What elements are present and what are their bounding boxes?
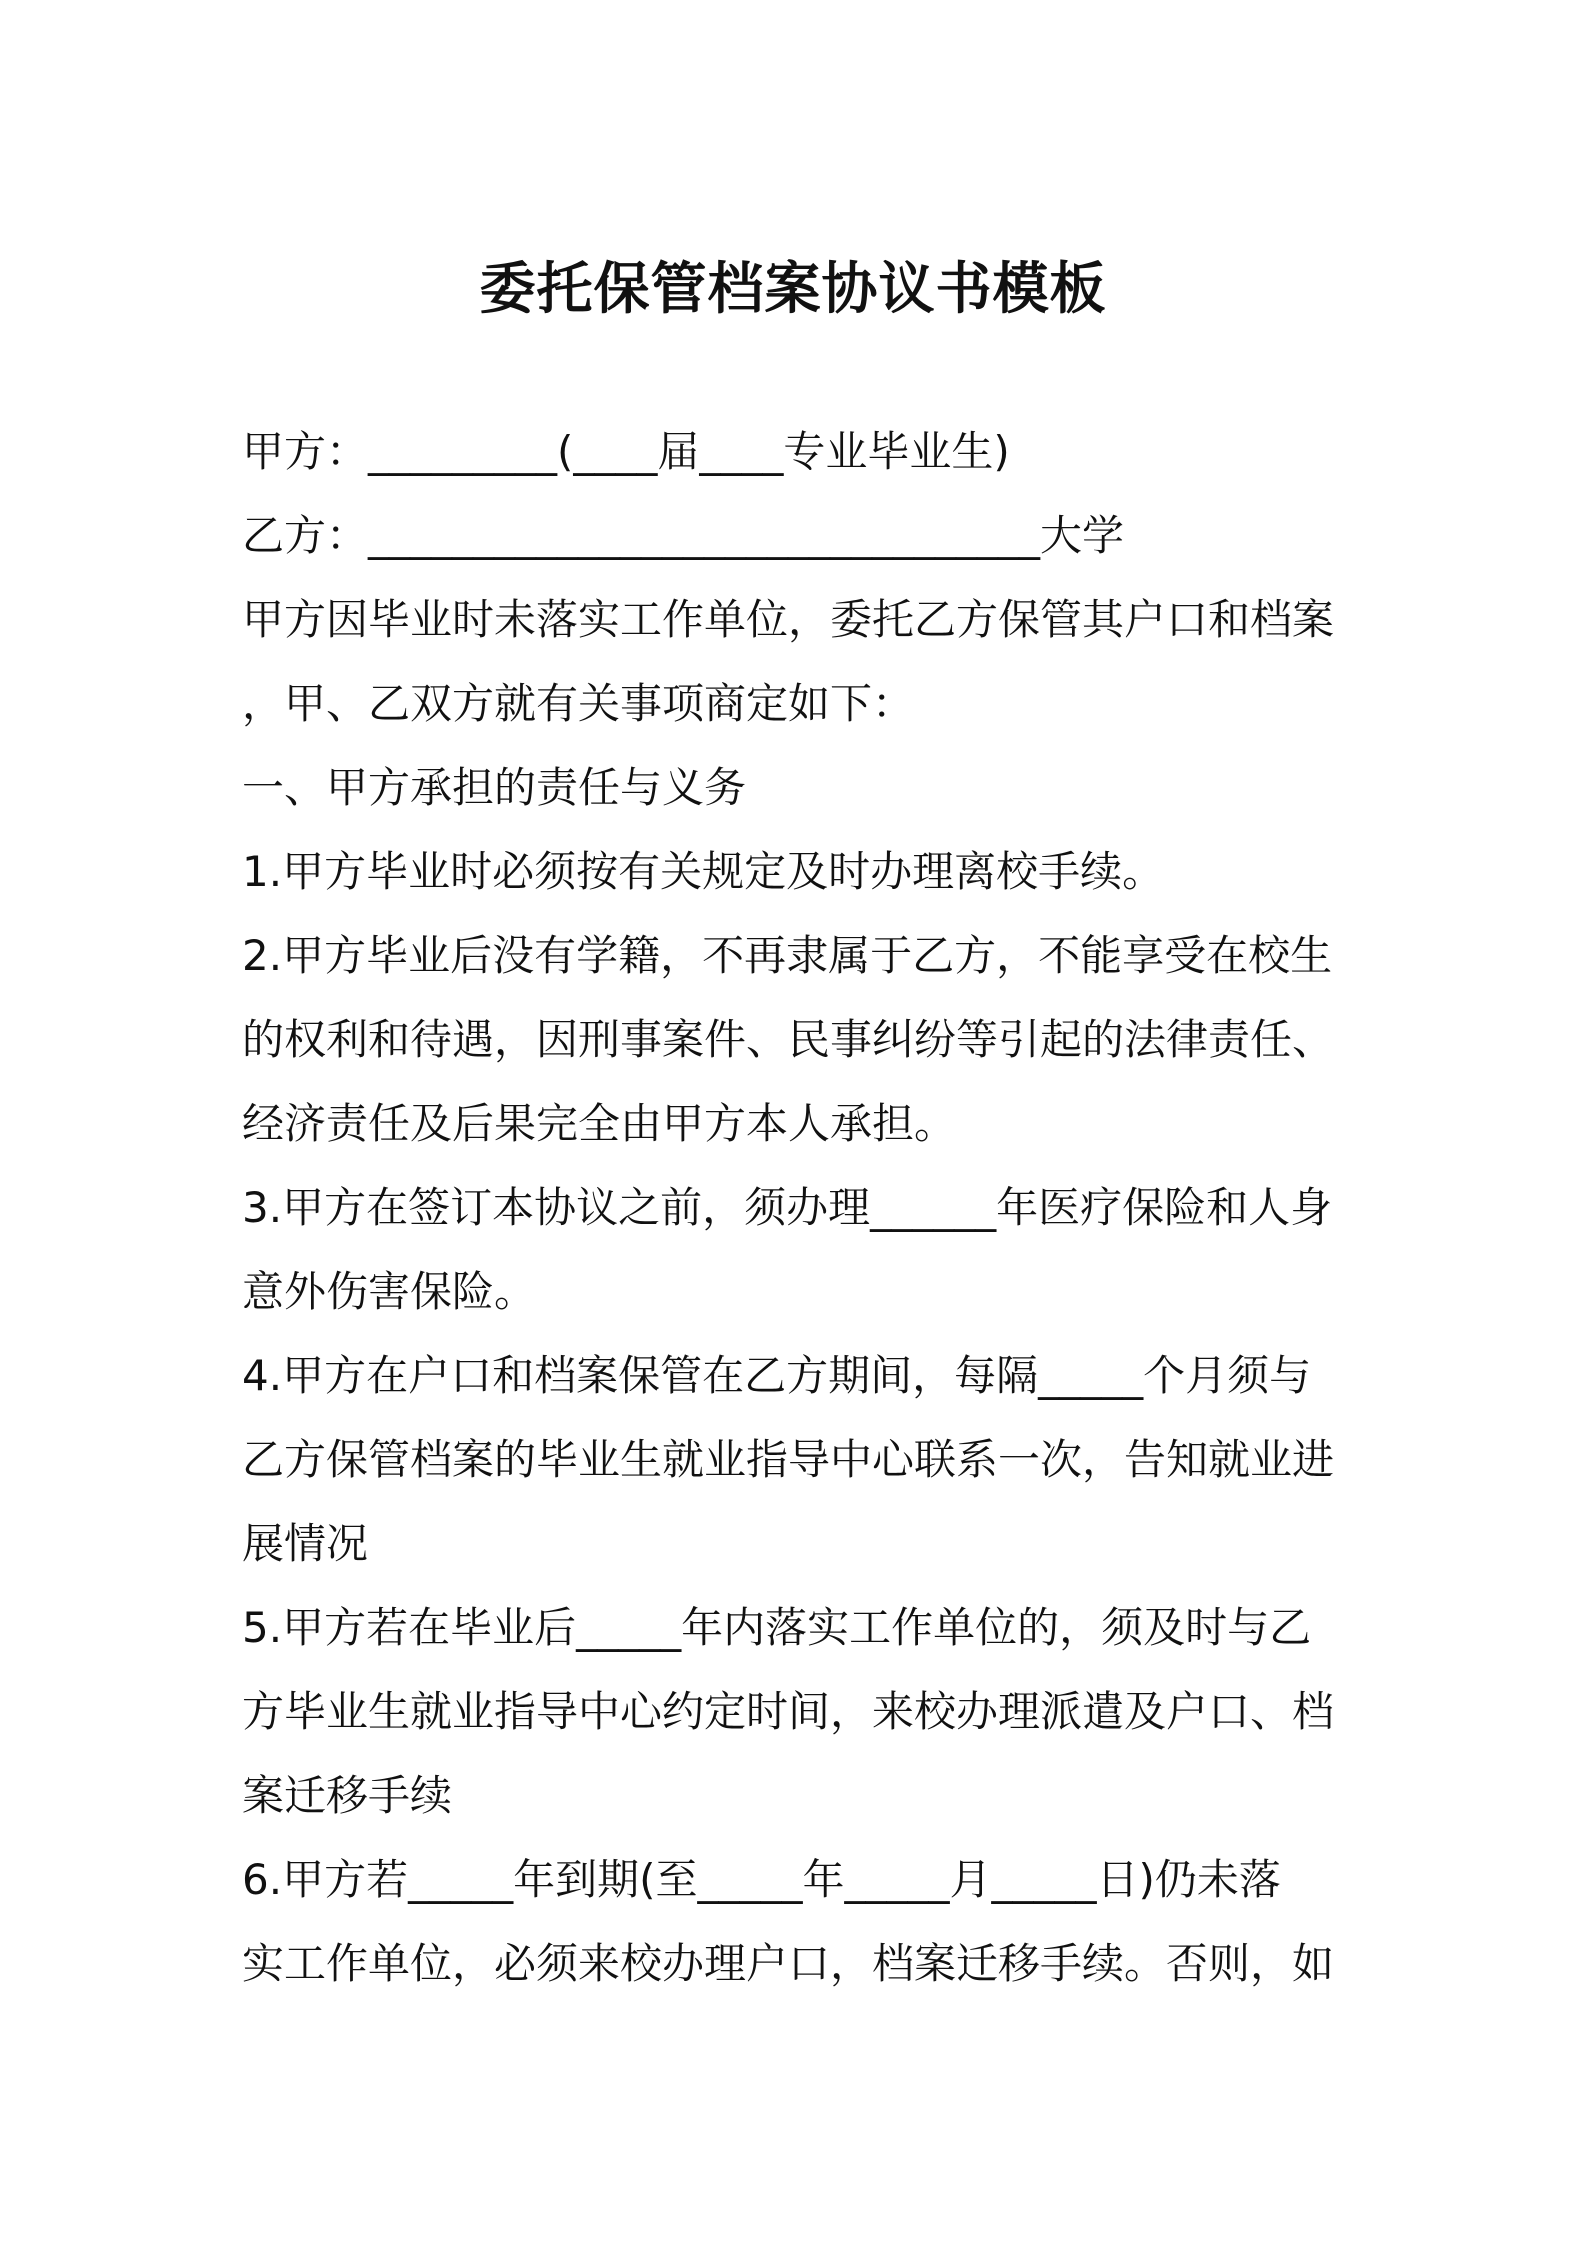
section-heading: 一、甲方承担的责任与义务 [242,763,747,812]
clause-6-line-1: 6.甲方若_____年到期(至_____年_____月_____日)仍未落 [242,1855,1281,1904]
clause-3-line-2: 意外伤害保险。 [242,1267,537,1316]
clause-6-line-2: 实工作单位，必须来校办理户口，档案迁移手续。否则，如 [242,1939,1335,1988]
party-a-line: 甲方：_________(____届____专业毕业生) [242,427,1010,476]
clause-2-line-1: 2.甲方毕业后没有学籍，不再隶属于乙方，不能享受在校生 [242,931,1333,980]
intro-line-2: ，甲、乙双方就有关事项商定如下： [242,679,915,728]
intro-line-1: 甲方因毕业时未落实工作单位，委托乙方保管其户口和档案 [242,595,1335,644]
clause-5-line-1: 5.甲方若在毕业后_____年内落实工作单位的，须及时与乙 [242,1603,1312,1652]
clause-2-line-3: 经济责任及后果完全由甲方本人承担。 [242,1099,957,1148]
clause-2-line-2: 的权利和待遇，因刑事案件、民事纠纷等引起的法律责任、 [242,1015,1335,1064]
document-body [242,410,1362,2006]
clause-4-line-3: 展情况 [242,1519,369,1568]
party-b-line: 乙方：________________________________大学 [242,511,1125,560]
clause-5-line-3: 案迁移手续 [242,1771,453,1820]
document-title: 委托保管档案协议书模板 [479,257,1107,322]
clause-4-line-2: 乙方保管档案的毕业生就业指导中心联系一次，告知就业进 [242,1435,1335,1484]
clause-4-line-1: 4.甲方在户口和档案保管在乙方期间，每隔_____个月须与 [242,1351,1312,1400]
clause-5-line-2: 方毕业生就业指导中心约定时间，来校办理派遣及户口、档 [242,1687,1335,1736]
clause-1-line-1: 1.甲方毕业时必须按有关规定及时办理离校手续。 [242,847,1165,896]
clause-3-line-1: 3.甲方在签订本协议之前，须办理______年医疗保险和人身 [242,1183,1333,1232]
